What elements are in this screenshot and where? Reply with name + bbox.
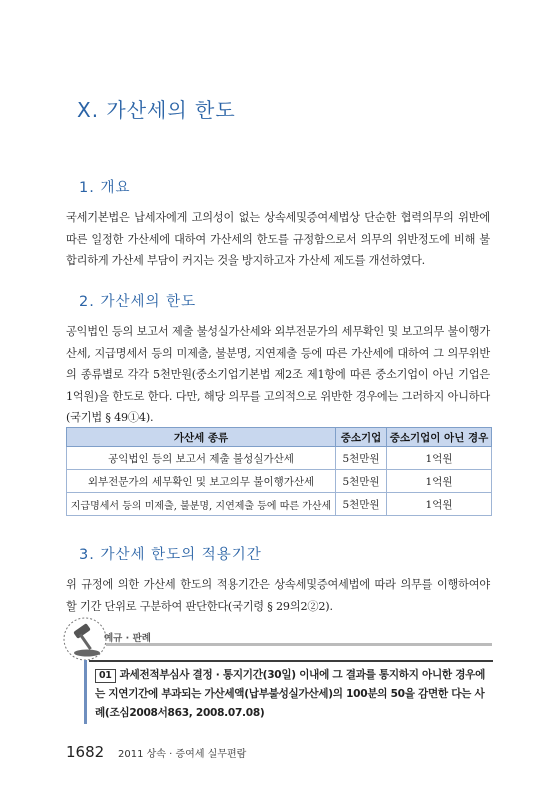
case-top-line xyxy=(89,660,493,663)
table-row xyxy=(67,470,492,493)
table-cell: 1억원 xyxy=(387,447,492,470)
footer xyxy=(66,743,246,761)
case-text xyxy=(95,666,491,723)
table-header-sme: 중소기업 xyxy=(336,428,387,447)
table-cell: 공익법인 등의 보고서 제출 불성실가산세 xyxy=(67,447,336,470)
chapter-title: X. 가산세의 한도 xyxy=(77,98,236,122)
case-number: 01 xyxy=(95,669,116,683)
section-2-heading: 2. 가산세의 한도 xyxy=(79,294,197,310)
section-1-paragraph: 국세기본법은 납세자에게 고의성이 없는 상속세및증여세법상 단순한 협력의무의 위반에 따른 일정한 가산세에 대하여 가산세의 한도를 규정함으로서 의무의 위반정도에 비해 불합리하게 가산세 부담이 커지는 것을 방지하고자 가산세 제도를 개선하였다. xyxy=(66,211,490,267)
table-cell: 5천만원 xyxy=(336,447,387,470)
section-2-paragraph: 공익법인 등의 보고서 제출 불성실가산세와 외부전문가의 세무확인 및 보고의무 불이행가산세, 지급명세서 등의 미제출, 불분명, 지연제출 등에 따른 가산세에 대하여 그 의무위반의 종류별로 각각 5천만원(중소기업기본법 제2조 제1항에 따른 중소기업이 아닌 기업은 1억원)을 한도로 한다. 다만, 해당 의무를 고의적으로 위반한 경우에는 그러하지 아니하다(국기법 § 49①4). xyxy=(66,325,490,424)
table-cell: 지급명세서 등의 미제출, 불분명, 지연제출 등에 따른 가산세 xyxy=(67,493,336,516)
table-header-row xyxy=(67,428,492,447)
table-row xyxy=(67,493,492,516)
penalty-limit-table xyxy=(66,427,492,516)
section-3-heading: 3. 가산세 한도의 적용기간 xyxy=(79,547,262,563)
table-row xyxy=(67,447,492,470)
table-cell: 1억원 xyxy=(387,493,492,516)
section-1-heading: 1. 개요 xyxy=(79,180,131,196)
section-3-paragraph: 위 규정에 의한 가산세 한도의 적용기간은 상속세및증여세법에 따라 의무를 이행하여야 할 기간 단위로 구분하여 판단한다(국기령 § 29의2②2). xyxy=(66,578,490,613)
footer-title: 2011 상속 · 증여세 실무편람 xyxy=(118,749,247,760)
case-box xyxy=(84,660,494,724)
page-number: 1682 xyxy=(66,743,105,761)
table-cell: 5천만원 xyxy=(336,493,387,516)
table-header-type: 가산세 종류 xyxy=(67,428,336,447)
gavel-icon xyxy=(60,613,110,663)
case-badge: 예규 · 판례 xyxy=(104,633,151,644)
case-description: 과세전적부심사 결정 · 통지기간(30일) 이내에 그 결과를 통지하지 아니한 경우에는 지연기간에 부과되는 가산세액(납부불성실가산세)의 100분의 50을 감면한 다는 사례(조심2008서863, 2008.07.08) xyxy=(95,669,486,719)
table-cell: 5천만원 xyxy=(336,470,387,493)
table-cell: 외부전문가의 세무확인 및 보고의무 불이행가산세 xyxy=(67,470,336,493)
table-cell: 1억원 xyxy=(387,470,492,493)
table-header-non-sme: 중소기업이 아닌 경우 xyxy=(387,428,492,447)
